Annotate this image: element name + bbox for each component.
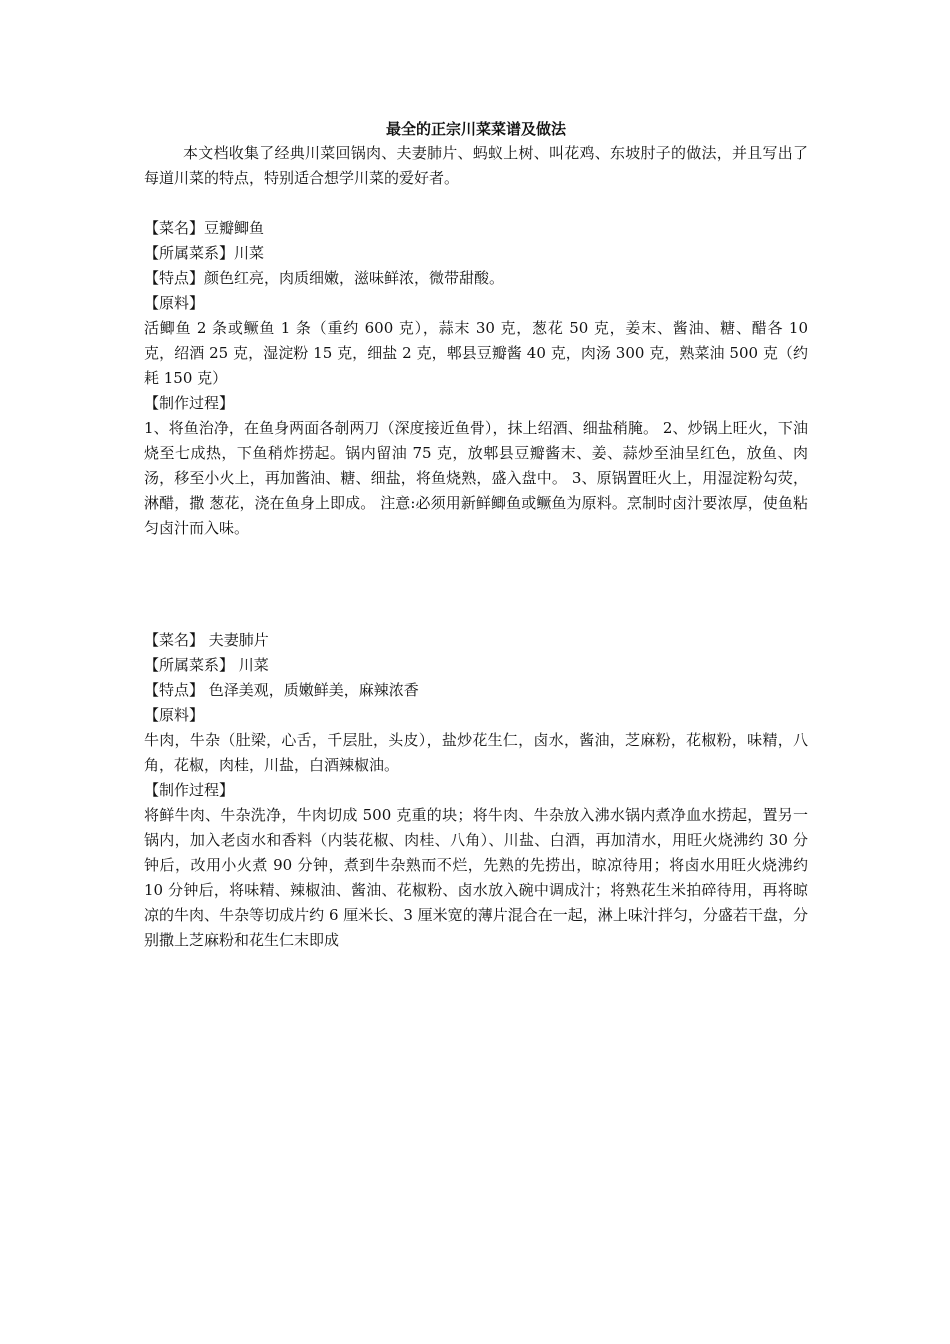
recipe-feature: 色泽美观，质嫩鲜美，麻辣浓香: [208, 681, 419, 699]
recipe-feature-label: 【特点】: [144, 269, 205, 287]
recipe-cuisine-label: 【所属菜系】: [144, 656, 239, 674]
recipe-process: 1、将鱼治净，在鱼身两面各剞两刀（深度接近鱼骨），抹上绍酒、细盐稍腌。 2、炒锅上旺火，下油烧至七成热，下鱼稍炸捞起。锅内留油 75 克，放郫县豆瓣酱末、姜、蒜炒至油呈红色，放鱼、肉汤，移至小火上，再加酱油、糖、细盐，将鱼烧熟，盛入盘中。 3、原锅置旺火上，用湿淀粉勾荧，淋醋，撒 葱花，浇在鱼身上即成。 注意:必须用新鲜鲫鱼或鳜鱼为原料。烹制时卤汁要浓厚，使鱼粘匀卤汁而入味。: [144, 419, 808, 537]
recipe-cuisine: 川菜: [238, 656, 269, 674]
recipe-name-line: [144, 216, 808, 241]
recipe-cuisine-label: 【所属菜系】: [144, 244, 235, 262]
recipe-name-label: 【菜名】: [144, 219, 205, 237]
document-title: 最全的正宗川菜菜谱及做法: [385, 120, 566, 138]
recipe-section-2: [144, 628, 808, 953]
spacer: [144, 191, 808, 216]
recipe-cuisine: 川菜: [234, 244, 265, 262]
recipe-name-line: [144, 628, 808, 653]
recipe-ingredients: 活鲫鱼 2 条或鳜鱼 1 条（重约 600 克），蒜末 30 克，葱花 50 克，姜末、酱油、糖、醋各 10 克，绍酒 25 克，湿淀粉 15 克，细盐 2 克，郫县豆瓣酱 40 克，肉汤 300 克，熟菜油 500 克（约耗 150 克）: [144, 319, 808, 387]
recipe-name-label: 【菜名】: [144, 631, 209, 649]
recipe-cuisine-line: [144, 241, 808, 266]
spacer: [144, 541, 808, 628]
recipe-ingredients-label: 【原料】: [144, 294, 205, 312]
recipe-ingredients-label: 【原料】: [144, 706, 205, 724]
recipe-feature: 颜色红亮，肉质细嫩，滋味鲜浓，微带甜酸。: [204, 269, 505, 287]
recipe-name: 豆瓣鲫鱼: [204, 219, 265, 237]
recipe-feature-line: [144, 266, 808, 291]
recipe-process-label: 【制作过程】: [144, 394, 235, 412]
recipe-feature-line: [144, 678, 808, 703]
document-page: [144, 117, 808, 953]
recipe-cuisine-line: [144, 653, 808, 678]
recipe-section-1: [144, 216, 808, 541]
recipe-feature-label: 【特点】: [144, 681, 209, 699]
recipe-name: 夫妻肺片: [208, 631, 269, 649]
recipe-process-label: 【制作过程】: [144, 781, 235, 799]
recipe-process: 将鲜牛肉、牛杂洗净，牛肉切成 500 克重的块；将牛肉、牛杂放入沸水锅内煮净血水捞起，置另一锅内，加入老卤水和香料（内装花椒、肉桂、八角）、川盐、白酒，再加清水，用旺火烧沸约 30 分钟后，改用小火煮 90 分钟，煮到牛杂熟而不烂，先熟的先捞出，晾凉待用；将卤水用旺火烧沸约 10 分钟后，将味精、辣椒油、酱油、花椒粉、卤水放入碗中调成汁；将熟花生米拍碎待用，再将晾凉的牛肉、牛杂等切成片约 6 厘米长、3 厘米宽的薄片混合在一起，淋上味汁拌匀，分盛若干盘，分别撒上芝麻粉和花生仁末即成: [144, 806, 808, 949]
document-intro: 本文档收集了经典川菜回锅肉、夫妻肺片、蚂蚁上树、叫花鸡、东坡肘子的做法，并且写出了每道川菜的特点，特别适合想学川菜的爱好者。: [144, 144, 808, 187]
recipe-ingredients: 牛肉，牛杂（肚梁，心舌，千层肚，头皮），盐炒花生仁，卤水，酱油，芝麻粉，花椒粉，味精，八角，花椒，肉桂，川盐，白酒辣椒油。: [144, 731, 808, 774]
